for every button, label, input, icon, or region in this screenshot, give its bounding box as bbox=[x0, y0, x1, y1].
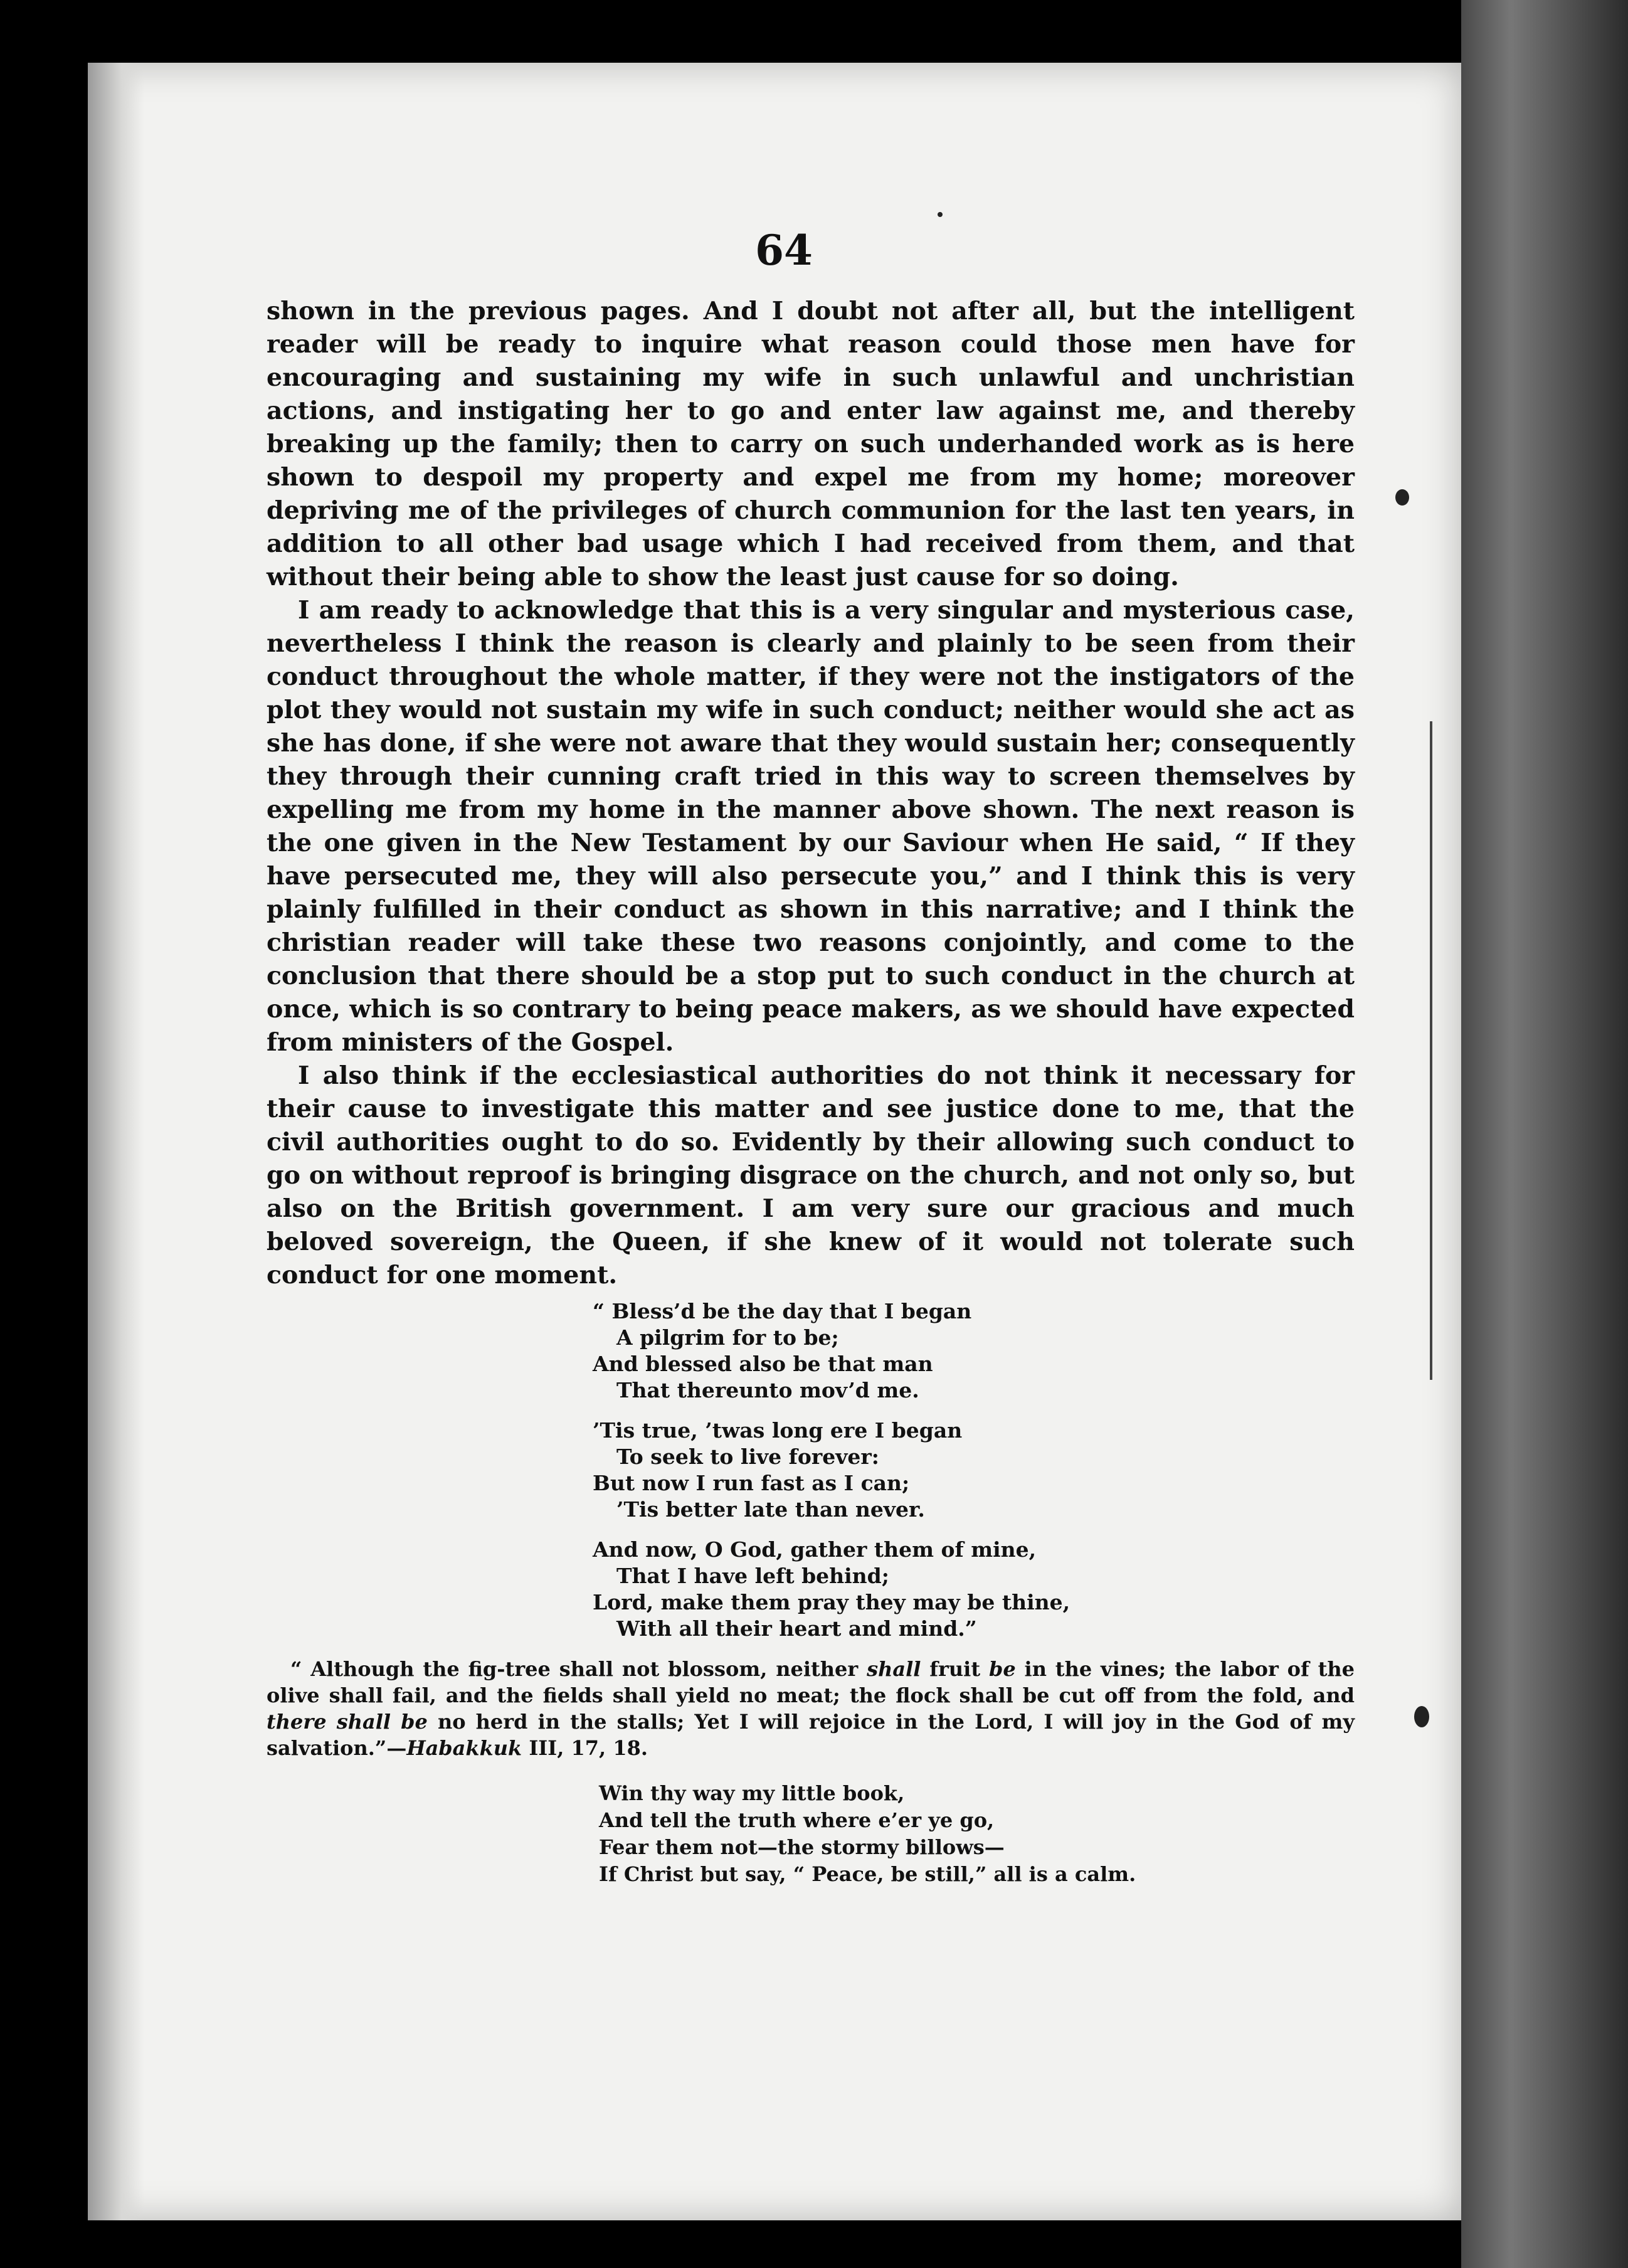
closing-line: Fear them not—the stormy billows— bbox=[599, 1835, 1005, 1859]
poem-line: But now I run fast as I can; bbox=[593, 1471, 910, 1495]
poem-line: To seek to live forever: bbox=[616, 1444, 879, 1469]
poem-line: ’Tis better late than never. bbox=[616, 1497, 925, 1522]
page-gutter-shadow bbox=[88, 63, 144, 2220]
poem bbox=[593, 1298, 1355, 1642]
scripture-quote bbox=[267, 1656, 1355, 1761]
closing-line: And tell the truth where e’er ye go, bbox=[599, 1808, 995, 1832]
poem-line: “ Bless’d be the day that I began bbox=[593, 1299, 972, 1323]
margin-ink-spot bbox=[938, 212, 943, 217]
scripture-text: no herd in the stalls; Yet I will rejoice in the Lord, I will joy in the God of my salvation.”— bbox=[267, 1710, 1355, 1760]
poem-line: And now, O God, gather them of mine, bbox=[593, 1537, 1037, 1562]
poem-line: With all their heart and mind.” bbox=[616, 1616, 977, 1641]
scripture-text: fruit bbox=[921, 1657, 989, 1681]
paragraph: I am ready to acknowledge that this is a very singular and mysterious case, nevertheless I think the reason is clearly and plainly to be seen from their conduct throughout the whole matter, if they were not the instigators of the plot they would not sustain my wife in such conduct; neither would she act as she has done, if she were not aware that they would sustain her; consequently they through their cunning craft tried in this way to screen themselves by expelling me from my home in the manner above shown. The next reason is the one given in the New Testament by our Saviour when He said, “ If they have persecuted me, they will also persecute you,” and I think this is very plainly fulfilled in their conduct as shown in this narrative; and I think the christian reader will take these two reasons conjointly, and come to the conclusion that there should be a stop put to such conduct in the church at once, which is so contrary to being peace makers, as we should have expected from ministers of the Gospel. bbox=[267, 596, 1355, 1057]
poem-line: A pilgrim for to be; bbox=[616, 1325, 839, 1350]
scripture-text: “ Although the fig-tree shall not blossom, neither bbox=[290, 1657, 867, 1681]
margin-ink-spot bbox=[1414, 1706, 1429, 1727]
page-number: 64 bbox=[755, 226, 813, 275]
book-spine bbox=[1461, 0, 1628, 2268]
paragraph: shown in the previous pages. And I doubt not after all, but the intelligent reader will be ready to inquire what reason could those men have for encouraging and sustaining my wife in such unlawful and unchristian actions, and instigating her to go and enter law against me, and thereby breaking up the family; then to carry on such underhanded work as is here shown to despoil my property and expel me from my home; moreover depriving me of the privileges of church communion for the last ten years, in addition to all other bad usage which I had received from them, and that without their being able to show the least just cause for so doing. bbox=[267, 297, 1355, 591]
poem-stanza bbox=[593, 1417, 1355, 1523]
scripture-italic: be bbox=[988, 1657, 1016, 1681]
closing-line: If Christ but say, “ Peace, be still,” all is a calm. bbox=[599, 1862, 1136, 1886]
closing-verse bbox=[599, 1780, 1355, 1888]
poem-line: That I have left behind; bbox=[616, 1564, 889, 1588]
margin-ink-spot bbox=[1395, 489, 1409, 506]
body-text bbox=[267, 295, 1355, 1888]
scripture-reference: III, 17, 18. bbox=[522, 1736, 648, 1760]
poem-line: And blessed also be that man bbox=[593, 1352, 933, 1376]
paragraph: I also think if the ecclesiastical authorities do not think it necessary for their cause to investigate this matter and see justice done to me, that the civil authorities ought to do so. Evidently by their allowing such conduct to go on without reproof is bringing disgrace on the church, and not only so, but also on the British government. I am very sure our gracious and much beloved sovereign, the Queen, if she knew of it would not tolerate such conduct for one moment. bbox=[267, 1061, 1355, 1290]
poem-stanza bbox=[593, 1298, 1355, 1404]
poem-line: That thereunto mov’d me. bbox=[616, 1378, 919, 1402]
poem-stanza bbox=[593, 1537, 1355, 1642]
scripture-italic: shall bbox=[867, 1657, 921, 1681]
scripture-italic: there shall be bbox=[267, 1710, 428, 1734]
closing-line: Win thy way my little book, bbox=[599, 1781, 905, 1805]
scripture-text: in the vines; the labor of the olive shall fail, and the fields shall yield no meat; the flock shall be cut off from the fold, and bbox=[267, 1657, 1355, 1707]
margin-rule-mark bbox=[1430, 721, 1432, 1380]
poem-line: ’Tis true, ’twas long ere I began bbox=[593, 1418, 963, 1443]
poem-line: Lord, make them pray they may be thine, bbox=[593, 1590, 1070, 1614]
scripture-citation: Habakkuk bbox=[406, 1736, 522, 1760]
